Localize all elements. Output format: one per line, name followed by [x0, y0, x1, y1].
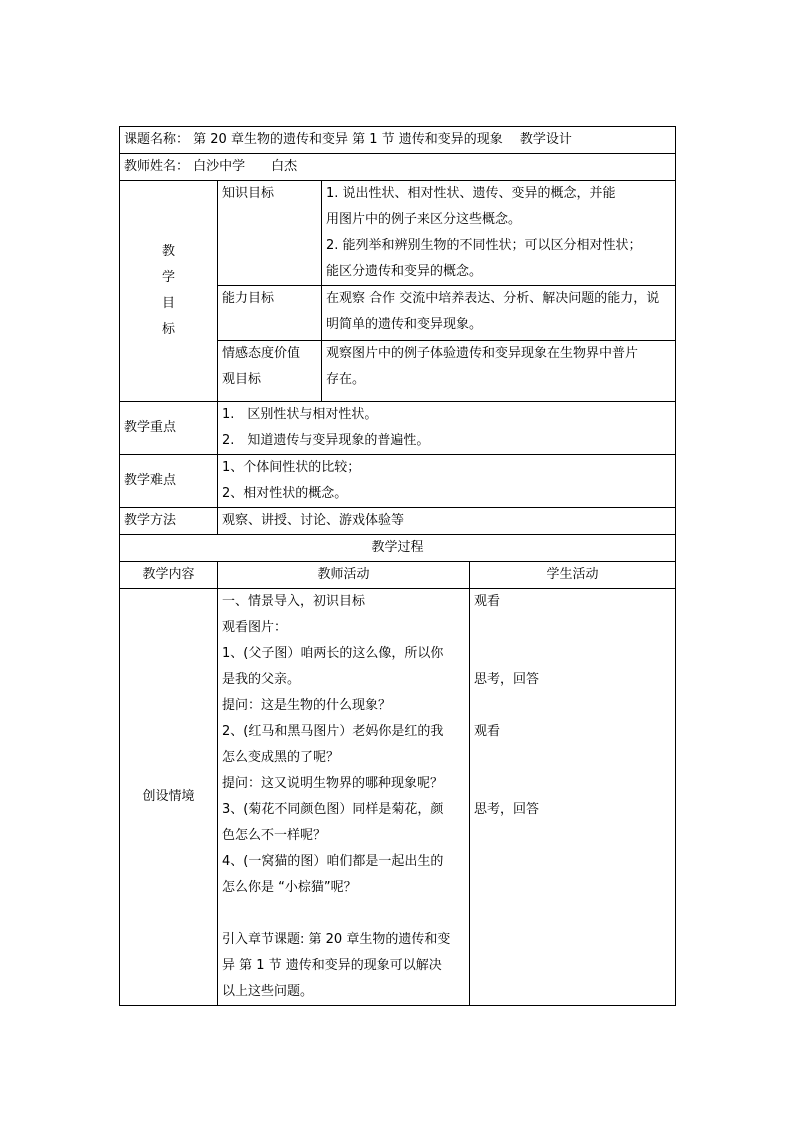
objectives-char: 学: [161, 270, 175, 285]
process-title-row: [120, 535, 676, 562]
knowledge-content: [322, 181, 676, 286]
difficulty-line: 1、个体间性状的比较；: [222, 460, 361, 475]
teacher-line: 是我的父亲。: [222, 672, 301, 687]
student-activities: [470, 589, 676, 1006]
lesson-plan-page: [119, 126, 675, 1006]
ability-label: 能力目标: [218, 286, 322, 341]
objectives-label: [120, 181, 218, 402]
teacher-line: 3、(菊花不同颜色图）同样是菊花，颜: [222, 802, 444, 817]
teacher-line: 引入章节课题: 第 20 章生物的遗传和变: [222, 932, 451, 947]
emotion-line: 观察图片中的例子体验遗传和变异现象在生物界中普片: [326, 346, 639, 361]
student-line-gap: [474, 641, 671, 667]
knowledge-label: 知识目标: [218, 181, 322, 286]
teacher-line: 提问：这是生物的什么现象？: [222, 698, 392, 713]
teacher-line: 4、(一窝猫的图）咱们都是一起出生的: [222, 854, 444, 869]
key-points-label: 教学重点: [120, 402, 218, 455]
process-title: 教学过程: [120, 535, 676, 562]
methods-content: 观察、讲授、讨论、游戏体验等: [218, 508, 676, 535]
knowledge-line: 用图片中的例子来区分这些概念。: [326, 212, 522, 227]
difficulties-content: [218, 455, 676, 508]
difficulties-label: 教学难点: [120, 455, 218, 508]
teacher-line: 观看图片：: [222, 620, 288, 635]
key-points-content: [218, 402, 676, 455]
col-header-teacher: 教师活动: [218, 562, 470, 589]
teacher-line: 2、(红马和黑马图片）老妈你是红的我: [222, 724, 444, 739]
student-line-gap: [474, 771, 671, 797]
key-point-line: 1. 区别性状与相对性状。: [222, 407, 378, 422]
objectives-char: 标: [161, 322, 175, 337]
knowledge-row: [120, 181, 676, 286]
student-line: 观看: [474, 594, 501, 609]
key-points-row: [120, 402, 676, 455]
student-line-gap: [474, 693, 671, 719]
teacher-line: 怎么变成黑的了呢？: [222, 750, 340, 765]
difficulty-line: 2、相对性状的概念。: [222, 486, 348, 501]
difficulties-row: [120, 455, 676, 508]
emotion-line: 存在。: [326, 372, 366, 387]
teacher-line: 怎么你是 “小棕猫”呢？: [222, 880, 357, 895]
process-header-row: [120, 562, 676, 589]
student-line: 观看: [474, 724, 501, 739]
objectives-char: 教: [161, 244, 175, 259]
teacher-line: 异 第 1 节 遗传和变异的现象可以解决: [222, 958, 442, 973]
ability-line: 在观察 合作 交流中培养表达、分析、解决问题的能力，说: [326, 291, 660, 306]
ability-content: [322, 286, 676, 341]
methods-row: [120, 508, 676, 535]
knowledge-line: 能区分遗传和变异的概念。: [326, 264, 483, 279]
student-line-gap: [474, 745, 671, 771]
emotion-content: [322, 341, 676, 402]
student-line: 思考，回答: [474, 672, 540, 687]
teacher-row: [120, 154, 676, 181]
objectives-char: 目: [161, 296, 175, 311]
teacher-line: 以上这些问题。: [222, 984, 314, 999]
lesson-plan-table: [119, 126, 676, 1006]
teacher-line: 提问：这又说明生物界的哪种现象呢？: [222, 776, 444, 791]
teacher-line: 1、(父子图）咱两长的这么像，所以你: [222, 646, 444, 661]
teacher-name: 教师姓名： 白沙中学 白杰: [120, 154, 676, 181]
emotion-label-line: 情感态度价值: [222, 346, 301, 361]
title-row: [120, 127, 676, 154]
process-content-row: [120, 589, 676, 1006]
emotion-label: [218, 341, 322, 402]
col-header-student: 学生活动: [470, 562, 676, 589]
student-line-gap: [474, 615, 671, 641]
teacher-line: 一、情景导入，初识目标: [222, 594, 366, 609]
ability-line: 明简单的遗传和变异现象。: [326, 317, 483, 332]
teacher-activities: [218, 589, 470, 1006]
key-point-line: 2. 知道遗传与变异现象的普遍性。: [222, 433, 430, 448]
teacher-line: 色怎么不一样呢？: [222, 828, 327, 843]
content-label: 创设情境: [120, 589, 218, 1006]
knowledge-line: 1. 说出性状、相对性状、遗传、变异的概念，并能: [326, 186, 616, 201]
methods-label: 教学方法: [120, 508, 218, 535]
col-header-content: 教学内容: [120, 562, 218, 589]
knowledge-line: 2. 能列举和辨别生物的不同性状；可以区分相对性状；: [326, 238, 642, 253]
lesson-title: 课题名称： 第 20 章生物的遗传和变异 第 1 节 遗传和变异的现象 教学设计: [120, 127, 676, 154]
student-line: 思考，回答: [474, 802, 540, 817]
emotion-label-line: 观目标: [222, 372, 262, 387]
teacher-line-gap: [222, 901, 465, 927]
